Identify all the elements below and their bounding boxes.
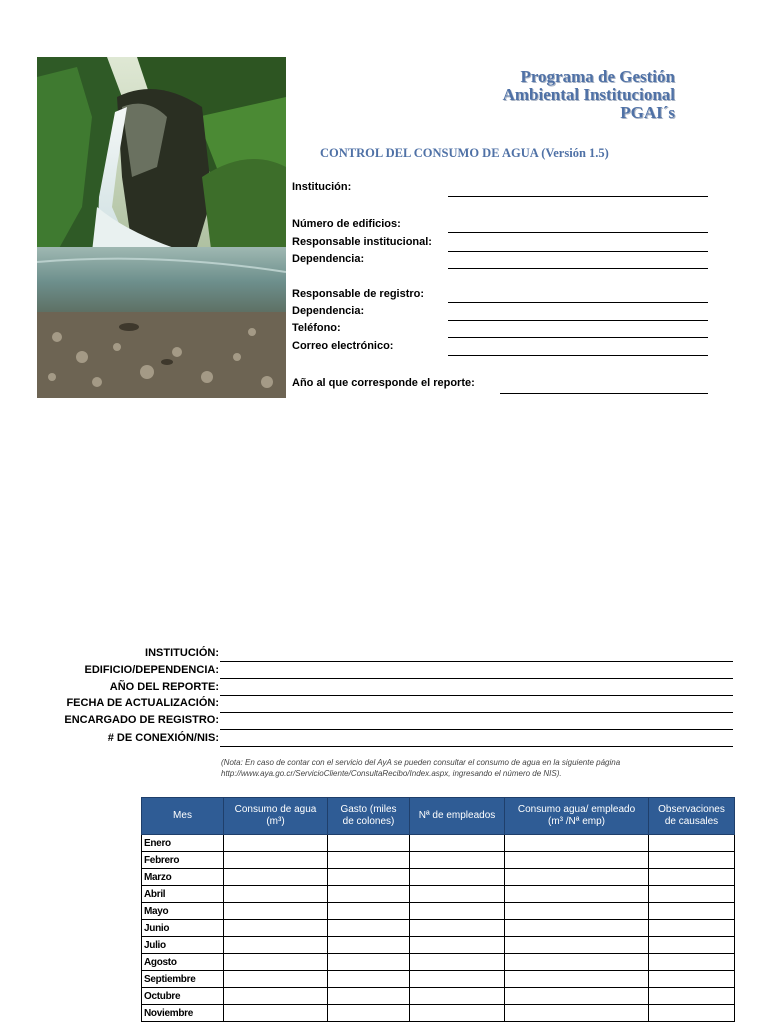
table-row bbox=[142, 971, 735, 988]
table-row bbox=[142, 835, 735, 852]
label-encargado-registro: ENCARGADO DE REGISTRO: bbox=[64, 714, 219, 726]
consumo-por-empleado-cell[interactable] bbox=[505, 869, 649, 886]
label-responsable-registro: Responsable de registro: bbox=[292, 288, 425, 300]
empleados-cell[interactable] bbox=[410, 937, 505, 954]
table-row bbox=[142, 954, 735, 971]
observaciones-cell[interactable] bbox=[649, 903, 735, 920]
month-cell: Mayo bbox=[142, 903, 224, 920]
header-observaciones: Observaciones de causales bbox=[649, 798, 735, 835]
table-row bbox=[142, 903, 735, 920]
field-responsable-institucional[interactable] bbox=[448, 251, 708, 252]
consumo-cell[interactable] bbox=[224, 988, 328, 1005]
label-num-edificios: Número de edificios: bbox=[292, 218, 401, 230]
label-fecha-actualizacion: FECHA DE ACTUALIZACIÓN: bbox=[66, 697, 219, 709]
month-cell: Enero bbox=[142, 835, 224, 852]
gasto-cell[interactable] bbox=[328, 1005, 410, 1022]
month-cell: Septiembre bbox=[142, 971, 224, 988]
header-empleados: Nª de empleados bbox=[410, 798, 505, 835]
label-correo: Correo electrónico: bbox=[292, 340, 394, 352]
label-anio-del-reporte: AÑO DEL REPORTE: bbox=[109, 681, 219, 693]
field-institucion[interactable] bbox=[448, 196, 708, 197]
empleados-cell[interactable] bbox=[410, 971, 505, 988]
header-consumo: Consumo de agua (m³) bbox=[224, 798, 328, 835]
observaciones-cell[interactable] bbox=[649, 852, 735, 869]
consumo-cell[interactable] bbox=[224, 937, 328, 954]
gasto-cell[interactable] bbox=[328, 852, 410, 869]
empleados-cell[interactable] bbox=[410, 852, 505, 869]
observaciones-cell[interactable] bbox=[649, 869, 735, 886]
consumo-cell[interactable] bbox=[224, 1005, 328, 1022]
month-cell: Abril bbox=[142, 886, 224, 903]
field-anio-reporte[interactable] bbox=[500, 393, 708, 394]
program-title-line3: PGAI´s bbox=[620, 103, 675, 122]
table-header-row bbox=[142, 798, 735, 835]
header-consumo-por-empleado: Consumo agua/ empleado (m³ /Nª emp) bbox=[505, 798, 649, 835]
table-row bbox=[142, 1005, 735, 1022]
observaciones-cell[interactable] bbox=[649, 937, 735, 954]
gasto-cell[interactable] bbox=[328, 835, 410, 852]
consumo-por-empleado-cell[interactable] bbox=[505, 835, 649, 852]
consumo-por-empleado-cell[interactable] bbox=[505, 886, 649, 903]
aya-note bbox=[221, 757, 721, 779]
empleados-cell[interactable] bbox=[410, 886, 505, 903]
consumo-por-empleado-cell[interactable] bbox=[505, 852, 649, 869]
consumo-por-empleado-cell[interactable] bbox=[505, 903, 649, 920]
label-institucion-2: INSTITUCIÓN: bbox=[145, 647, 219, 659]
consumo-cell[interactable] bbox=[224, 835, 328, 852]
field-edificio-dependencia[interactable] bbox=[220, 678, 733, 679]
gasto-cell[interactable] bbox=[328, 869, 410, 886]
observaciones-cell[interactable] bbox=[649, 954, 735, 971]
observaciones-cell[interactable] bbox=[649, 1005, 735, 1022]
water-consumption-table bbox=[141, 797, 735, 1022]
consumo-cell[interactable] bbox=[224, 903, 328, 920]
gasto-cell[interactable] bbox=[328, 971, 410, 988]
observaciones-cell[interactable] bbox=[649, 988, 735, 1005]
month-cell: Marzo bbox=[142, 869, 224, 886]
label-anio-reporte: Año al que corresponde el reporte: bbox=[292, 377, 475, 389]
program-title-line2: Ambiental Institucional bbox=[502, 85, 675, 104]
field-anio-del-reporte[interactable] bbox=[220, 695, 733, 696]
consumo-por-empleado-cell[interactable] bbox=[505, 954, 649, 971]
empleados-cell[interactable] bbox=[410, 988, 505, 1005]
observaciones-cell[interactable] bbox=[649, 920, 735, 937]
gasto-cell[interactable] bbox=[328, 954, 410, 971]
gasto-cell[interactable] bbox=[328, 988, 410, 1005]
empleados-cell[interactable] bbox=[410, 869, 505, 886]
consumo-cell[interactable] bbox=[224, 920, 328, 937]
table-row bbox=[142, 852, 735, 869]
empleados-cell[interactable] bbox=[410, 835, 505, 852]
table-row bbox=[142, 988, 735, 1005]
empleados-cell[interactable] bbox=[410, 903, 505, 920]
consumo-cell[interactable] bbox=[224, 954, 328, 971]
field-institucion-2[interactable] bbox=[220, 661, 733, 662]
month-cell: Agosto bbox=[142, 954, 224, 971]
field-responsable-registro[interactable] bbox=[448, 302, 708, 303]
program-title-line1: Programa de Gestión bbox=[520, 67, 675, 86]
gasto-cell[interactable] bbox=[328, 920, 410, 937]
month-cell: Junio bbox=[142, 920, 224, 937]
month-cell: Febrero bbox=[142, 852, 224, 869]
table-row bbox=[142, 886, 735, 903]
note-line-1: (Nota: En caso de contar con el servicio del AyA se pueden consultar el consumo de agua en la siguiente página bbox=[221, 758, 621, 767]
field-fecha-actualizacion[interactable] bbox=[220, 712, 733, 713]
month-cell: Julio bbox=[142, 937, 224, 954]
label-responsable-institucional: Responsable institucional: bbox=[292, 236, 432, 248]
table-row bbox=[142, 937, 735, 954]
program-title bbox=[503, 68, 675, 122]
header-mes: Mes bbox=[142, 798, 224, 835]
label-dependencia-1: Dependencia: bbox=[292, 253, 365, 265]
empleados-cell[interactable] bbox=[410, 920, 505, 937]
consumo-por-empleado-cell[interactable] bbox=[505, 988, 649, 1005]
empleados-cell[interactable] bbox=[410, 954, 505, 971]
field-conexion-nis[interactable] bbox=[220, 746, 733, 747]
field-dependencia-2[interactable] bbox=[448, 320, 708, 321]
observaciones-cell[interactable] bbox=[649, 971, 735, 988]
table-row bbox=[142, 920, 735, 937]
label-edificio-dependencia: EDIFICIO/DEPENDENCIA: bbox=[84, 664, 219, 676]
observaciones-cell[interactable] bbox=[649, 886, 735, 903]
observaciones-cell[interactable] bbox=[649, 835, 735, 852]
consumo-cell[interactable] bbox=[224, 852, 328, 869]
consumo-por-empleado-cell[interactable] bbox=[505, 971, 649, 988]
consumo-cell[interactable] bbox=[224, 869, 328, 886]
label-conexion-nis: # DE CONEXIÓN/NIS: bbox=[107, 732, 219, 744]
field-encargado-registro[interactable] bbox=[220, 729, 733, 730]
gasto-cell[interactable] bbox=[328, 886, 410, 903]
field-num-edificios[interactable] bbox=[448, 232, 708, 233]
field-correo[interactable] bbox=[448, 355, 708, 356]
consumo-cell[interactable] bbox=[224, 886, 328, 903]
consumo-por-empleado-cell[interactable] bbox=[505, 920, 649, 937]
note-line-2: http://www.aya.go.cr/ServicioCliente/ConsultaRecibo/Index.aspx, ingresando el número de NIS). bbox=[221, 769, 562, 778]
month-cell: Noviembre bbox=[142, 1005, 224, 1022]
month-cell: Octubre bbox=[142, 988, 224, 1005]
table-row bbox=[142, 869, 735, 886]
field-telefono[interactable] bbox=[448, 337, 708, 338]
gasto-cell[interactable] bbox=[328, 937, 410, 954]
consumo-por-empleado-cell[interactable] bbox=[505, 1005, 649, 1022]
empleados-cell[interactable] bbox=[410, 1005, 505, 1022]
gasto-cell[interactable] bbox=[328, 903, 410, 920]
label-institucion: Institución: bbox=[292, 181, 352, 193]
consumo-cell[interactable] bbox=[224, 971, 328, 988]
label-telefono: Teléfono: bbox=[292, 322, 341, 334]
field-dependencia-1[interactable] bbox=[448, 268, 708, 269]
label-dependencia-2: Dependencia: bbox=[292, 305, 365, 317]
control-title: CONTROL DEL CONSUMO DE AGUA (Versión 1.5) bbox=[320, 146, 609, 160]
header-gasto: Gasto (miles de colones) bbox=[328, 798, 410, 835]
consumo-por-empleado-cell[interactable] bbox=[505, 937, 649, 954]
waterfall-photo bbox=[37, 57, 286, 398]
